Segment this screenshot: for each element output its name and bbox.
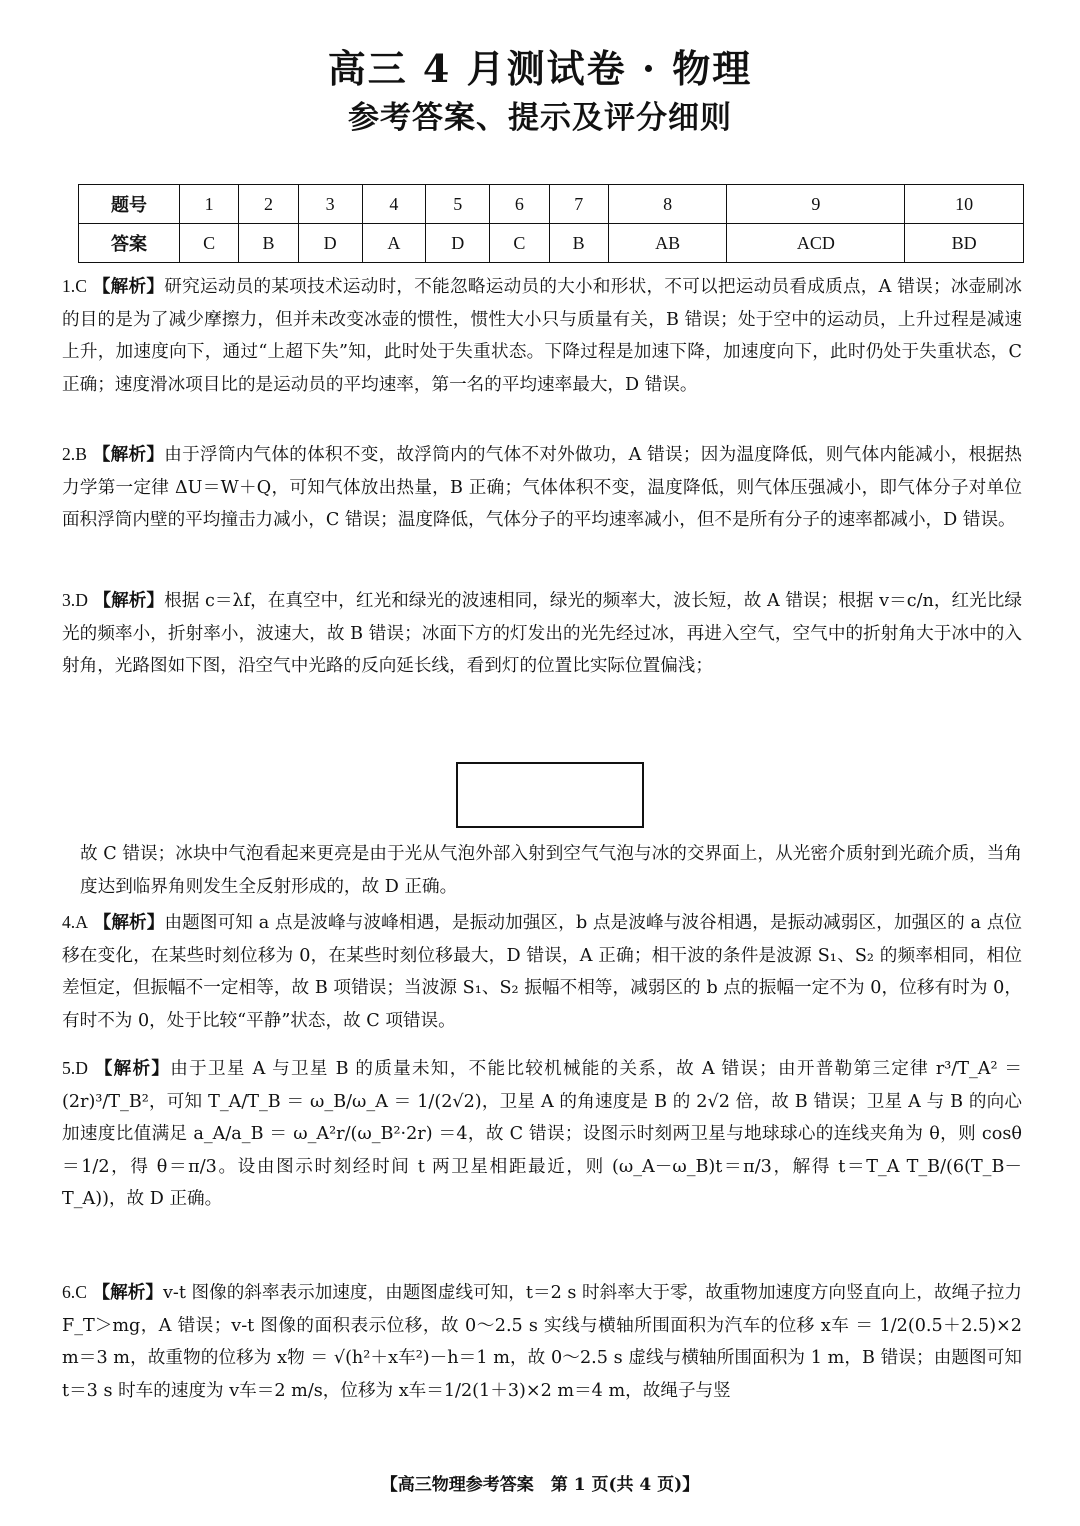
answer-cell: C [180, 224, 239, 263]
analysis-tag: 【解析】 [92, 1282, 163, 1303]
solution-text: v-t 图像的斜率表示加速度，由题图虚线可知，t＝2 s 时斜率大于零，故重物加速度方向竖直向上，故绳子拉力 F_T＞mg，A 错误；v-t 图像的面积表示位移，故 0～2.5 s 实线与横轴所围面积为汽车的位移 x车 ＝ 1/2(0.5＋2.5)×2 m＝3 m，故重物的位移为 x物 ＝ √(h²＋x车²)－h＝1 m，故 0～2.5 s 虚线与横轴所围面积为 1 m，B 错误；由题图可知 t＝3 s 时车的速度为 v车＝2 m/s，位移为 x车＝1/2(1＋3)×2 m＝4 m，故绳子与竖 [62, 1283, 1022, 1401]
solution-3-continued [80, 838, 1022, 903]
answer-cell: ACD [727, 224, 905, 263]
solution-number: 6.C [62, 1282, 87, 1302]
page-subtitle: 参考答案、提示及评分细则 [348, 100, 732, 136]
question-number-cell: 3 [298, 185, 362, 224]
question-number-cell: 1 [180, 185, 239, 224]
question-number-cell: 5 [426, 185, 490, 224]
answer-cell: B [549, 224, 608, 263]
question-number-cell: 4 [362, 185, 426, 224]
analysis-tag: 【解析】 [93, 912, 165, 933]
solution-3 [62, 584, 1022, 683]
solution-text: 研究运动员的某项技术运动时，不能忽略运动员的大小和形状，不可以把运动员看成质点，A 错误；冰壶刷冰的目的是为了减少摩擦力，但并未改变冰壶的惯性，惯性大小只与质量有关，B 错误；处于空中的运动员，上升过程是减速上升，加速度向下，通过“上超下失”知，此时处于失重状态。下降过程是加速下降，加速度向下，此时仍处于失重状态，C 正确；速度滑冰项目比的是运动员的平均速率，第一名的平均速率最大，D 错误。 [62, 277, 1022, 395]
solution-text: 故 C 错误；冰块中气泡看起来更亮是由于光从气泡外部入射到空气气泡与冰的交界面上，从光密介质射到光疏介质，当角度达到临界角则发生全反射形成的，故 D 正确。 [80, 844, 1022, 897]
page-title: 高三 4 月测试卷 · 物理 [327, 46, 753, 91]
answer-cell: D [298, 224, 362, 263]
solution-5 [62, 1052, 1022, 1216]
light-path-figure [456, 762, 644, 828]
question-number-cell: 6 [490, 185, 549, 224]
table-row-answers [79, 224, 1024, 263]
answer-cell: C [490, 224, 549, 263]
analysis-tag: 【解析】 [92, 444, 165, 465]
solution-4 [62, 906, 1022, 1037]
solution-text: 由于卫星 A 与卫星 B 的质量未知，不能比较机械能的关系，故 A 错误；由开普勒第三定律 r³/T_A² ＝ (2r)³/T_B²，可知 T_A/T_B ＝ ω_B/ω_A ＝ 1/(2√2)，卫星 A 的角速度是 B 的 2√2 倍，故 B 错误；卫星 A 与 B 的向心加速度比值满足 a_A/a_B ＝ ω_A²r/(ω_B²·2r) ＝4，故 C 错误；设图示时刻两卫星与地球球心的连线夹角为 θ，则 cosθ＝1/2，得 θ＝π/3。设由图示时刻经时间 t 两卫星相距最近，则 (ω_A－ω_B)t＝π/3，解得 t＝T_A T_B/(6(T_B－T_A))，故 D 正确。 [62, 1059, 1022, 1209]
answer-table [78, 184, 1024, 263]
question-number-cell: 8 [608, 185, 727, 224]
solution-6 [62, 1276, 1022, 1407]
question-number-cell: 7 [549, 185, 608, 224]
solution-number: 2.B [62, 444, 87, 464]
analysis-tag: 【解析】 [93, 590, 165, 611]
table-header-cell: 题号 [79, 185, 180, 224]
analysis-tag: 【解析】 [94, 1058, 171, 1079]
solution-text: 由题图可知 a 点是波峰与波峰相遇，是振动加强区，b 点是波峰与波谷相遇，是振动减弱区，加强区的 a 点位移在变化，在某些时刻位移为 0，在某些时刻位移最大，D 错误，A 正确；相干波的条件是波源 S₁、S₂ 的频率相同，相位差恒定，但振幅不一定相等，故 B 项错误；当波源 S₁、S₂ 振幅不相等，减弱区的 b 点的振幅一定不为 0，位移有时为 0，有时不为 0，处于比较“平静”状态，故 C 项错误。 [62, 913, 1022, 1031]
answer-cell: D [426, 224, 490, 263]
table-row-numbers [79, 185, 1024, 224]
page-footer: 【高三物理参考答案 第 1 页(共 4 页)】 [380, 1475, 700, 1495]
table-header-cell: 答案 [79, 224, 180, 263]
solution-text: 由于浮筒内气体的体积不变，故浮筒内的气体不对外做功，A 错误；因为温度降低，则气体内能减小，根据热力学第一定律 ΔU＝W＋Q，可知气体放出热量，B 正确；气体体积不变，温度降低，则气体压强减小，即气体分子对单位面积浮筒内壁的平均撞击力减小，C 错误；温度降低，气体分子的平均速率减小，但不是所有分子的速率都减小，D 错误。 [62, 445, 1022, 530]
solution-number: 1.C [62, 276, 87, 296]
answer-cell: AB [608, 224, 727, 263]
question-number-cell: 10 [905, 185, 1024, 224]
answer-cell: A [362, 224, 426, 263]
solution-2 [62, 438, 1022, 537]
answer-cell: B [239, 224, 298, 263]
question-number-cell: 9 [727, 185, 905, 224]
question-number-cell: 2 [239, 185, 298, 224]
solution-number: 4.A [62, 912, 88, 932]
solution-text: 根据 c＝λf，在真空中，红光和绿光的波速相同，绿光的频率大，波长短，故 A 错误；根据 v＝c/n，红光比绿光的频率小，折射率小，波速大，故 B 错误；冰面下方的灯发出的光先经过冰，再进入空气，空气中的折射角大于冰中的入射角，光路图如下图，沿空气中光路的反向延长线，看到灯的位置比实际位置偏浅； [62, 591, 1022, 676]
analysis-tag: 【解析】 [92, 276, 165, 297]
solution-number: 5.D [62, 1058, 88, 1078]
answer-cell: BD [905, 224, 1024, 263]
solution-number: 3.D [62, 590, 88, 610]
solution-1 [62, 270, 1022, 401]
